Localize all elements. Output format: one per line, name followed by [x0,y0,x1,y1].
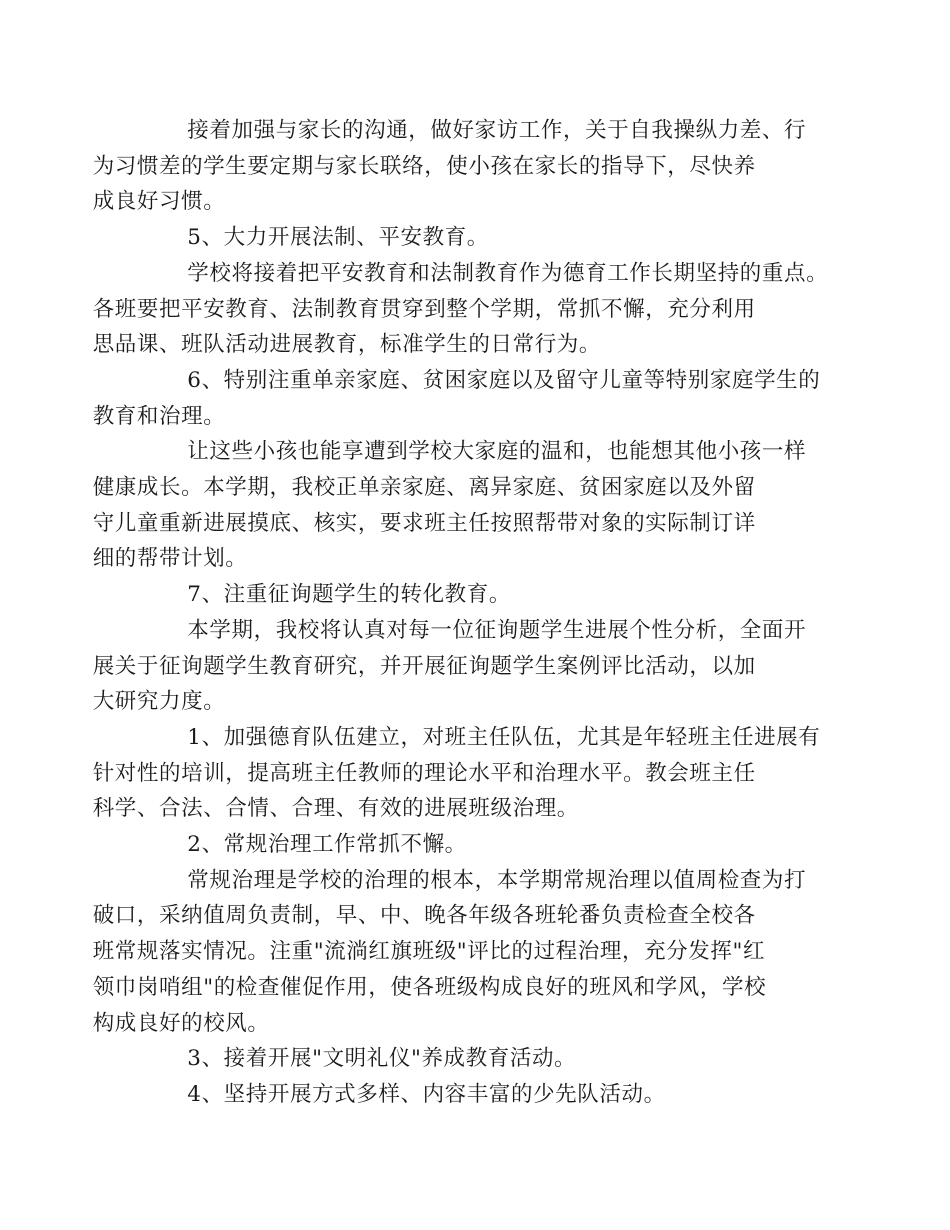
paragraph [92,720,840,827]
text-line: 常规治理是学校的治理的根本，本学期常规治理以值周检查为打 [187,867,807,893]
text-line: 构成良好的校风。 [92,1010,270,1036]
text-line: 破口，采纳值周负责制，早、中、晚各年级各班轮番负责检查全校各 [92,903,756,929]
text-line: 细的帮带计划。 [92,546,248,572]
text-line: 4、坚持开展方式多样、内容丰富的少先队活动。 [187,1081,666,1107]
paragraph [92,113,840,220]
text-line: 7、注重征询题学生的转化教育。 [187,582,511,608]
paragraph [92,434,840,577]
paragraph [92,256,840,363]
text-line: 本学期，我校将认真对每一位征询题学生进展个性分析，全面开 [187,617,807,643]
text-line: 健康成长。本学期，我校正单亲家庭、离异家庭、贫困家庭以及外留 [92,475,756,501]
text-line: 5、大力开展法制、平安教育。 [187,225,489,251]
paragraph [92,863,840,1042]
paragraph [92,613,840,720]
section-heading [140,827,840,863]
section-heading [140,577,840,613]
text-line: 守儿童重新进展摸底、核实，要求班主任按照帮带对象的实际制订详 [92,510,756,536]
text-line: 教育和治理。 [92,403,226,429]
section-heading [140,1077,840,1113]
text-line: 6、特别注重单亲家庭、贫困家庭以及留守儿童等特别家庭学生的 [187,367,821,393]
text-line: 科学、合法、合情、合理、有效的进展班级治理。 [92,796,579,822]
text-line: 为习惯差的学生要定期与家长联络，使小孩在家长的指导下，尽快养 [92,153,756,179]
text-line: 领巾岗哨组"的检查催促作用，使各班级构成良好的班风和学风，学校 [92,974,767,1000]
text-line: 接着加强与家长的沟通，做好家访工作，关于自我操纵力差、行 [187,118,807,143]
text-line: 大研究力度。 [92,689,226,715]
document-body [92,113,840,1113]
text-line: 2、常规治理工作常抓不懈。 [187,832,467,858]
text-line: 1、加强德育队伍建立，对班主任队伍，尤其是年轻班主任进展有 [187,724,821,750]
text-line: 展关于征询题学生教育研究，并开展征询题学生案例评比活动，以加 [92,653,756,679]
text-line: 学校将接着把平安教育和法制教育作为德育工作长期坚持的重点。 [187,260,829,286]
text-line: 3、接着开展"文明礼仪"养成教育活动。 [187,1046,577,1072]
text-line: 针对性的培训，提高班主任教师的理论水平和治理水平。教会班主任 [92,760,756,786]
section-heading [140,1041,840,1077]
text-line: 成良好习惯。 [92,189,226,215]
text-line: 各班要把平安教育、法制教育贯穿到整个学期，常抓不懈，充分利用 [92,296,756,322]
text-line: 让这些小孩也能享遭到学校大家庭的温和，也能想其他小孩一样 [187,439,807,465]
text-line: 思品课、班队活动进展教育，标准学生的日常行为。 [92,332,602,358]
section-heading [140,220,840,256]
text-line: 班常规落实情况。注重"流淌红旗班级"评比的过程治理，充分发挥"红 [92,939,766,965]
section-heading [92,363,840,434]
